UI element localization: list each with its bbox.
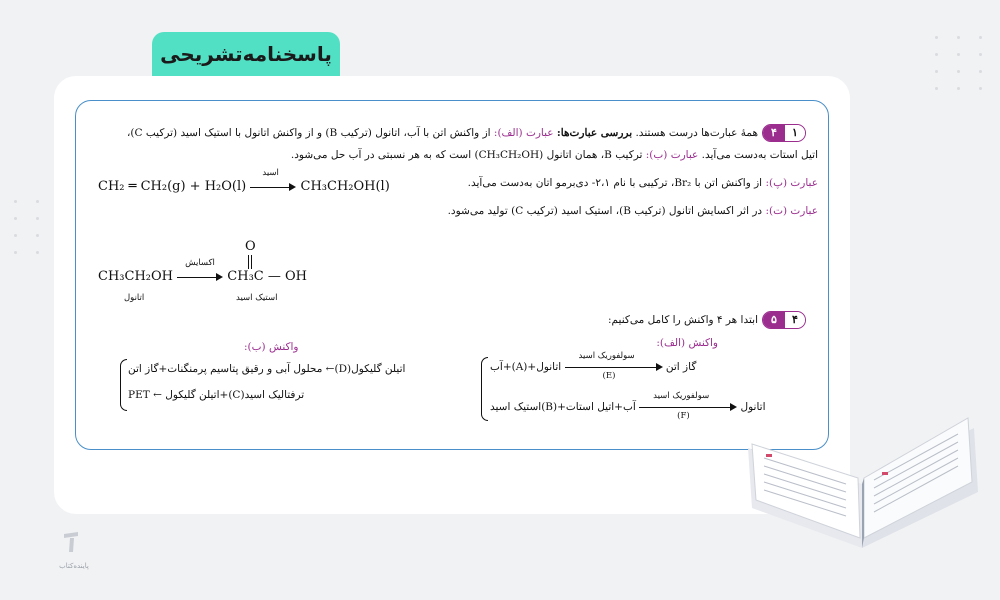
q4-line-3: عبارت (پ): از واکنش اتن با Br₂، ترکیبی با نام ۲،۱- دی‌برمو اتان به‌دست می‌آید.	[467, 177, 818, 189]
label-ethanol: اتانول	[124, 293, 145, 303]
reaction-alef-title: واکنش (الف):	[656, 337, 718, 349]
oxidation-arrow: اکسایش	[177, 269, 223, 284]
question-badge-4	[762, 124, 806, 142]
q5-intro: ابتدا هر ۴ واکنش را کامل می‌کنیم:	[608, 314, 758, 326]
badge-number: ۴	[763, 125, 785, 141]
equation-1: CH₂ ═ CH₂(g) + H₂O(l) اسید CH₃CH₂OH(l)	[98, 168, 390, 194]
q4-line-2: اتیل استات به‌دست می‌آید. عبارت (ب): ترکیب B، همان اتانول (CH₃CH₂OH) است که به هر نسبتی در آب حل می‌شود.	[290, 149, 818, 161]
reaction-be-title: واکنش (ب):	[244, 341, 299, 353]
q4-line-1: همهٔ عبارت‌ها درست هستند. بررسی عبارت‌ها: عبارت (الف): از واکنش اتن با آب، اتانول (ترکیب B) و از واکنش اتانول با استیک اسید (ترکیب C)،	[126, 127, 758, 139]
decorative-dots-right	[935, 36, 1000, 90]
badge-answer: ۱	[785, 125, 805, 141]
reaction-alef-2: استیک اسید(B)+اتانول سولفوریک اسید (F) آب+اتیل استات	[490, 391, 766, 421]
badge-number: ۵	[763, 312, 785, 328]
q4-line-4: عبارت (ت): در اثر اکسایش اتانول (ترکیب B)، استیک اسید (ترکیب C) تولید می‌شود.	[447, 205, 818, 217]
double-bond-line-2	[251, 255, 253, 269]
equation-2: CH₃CH₂OH اکسایش CH₃C — OH	[98, 258, 308, 284]
reaction-alef-1: آب+(A)+گاز اتن سولفوریک اسید (E) اتانول	[490, 351, 697, 381]
publisher-logo-text: پاینده‌کتاب	[59, 562, 89, 570]
open-book-illustration	[742, 388, 982, 558]
label-acetic-acid: استیک اسید	[236, 293, 278, 303]
question-badge-5	[762, 311, 806, 329]
double-bond-line-1	[248, 255, 250, 269]
brace-be	[120, 359, 127, 411]
page-title: پاسخنامه‌تشریحی	[152, 32, 340, 76]
reaction-arrow: اسید	[250, 179, 296, 194]
brace-alef	[481, 357, 488, 421]
reaction-be-1: اتیلن گلیکول(D)← محلول آبی و رقیق پتاسیم پرمنگنات+گاز اتن	[128, 363, 406, 375]
carbonyl-oxygen: O	[245, 239, 256, 254]
publisher-logo-icon	[60, 528, 84, 556]
reaction-be-2: ترفتالیک اسید(C)+اتیلن گلیکول ← PET	[128, 389, 305, 401]
badge-answer: ۴	[785, 312, 805, 328]
answer-box	[75, 100, 829, 450]
